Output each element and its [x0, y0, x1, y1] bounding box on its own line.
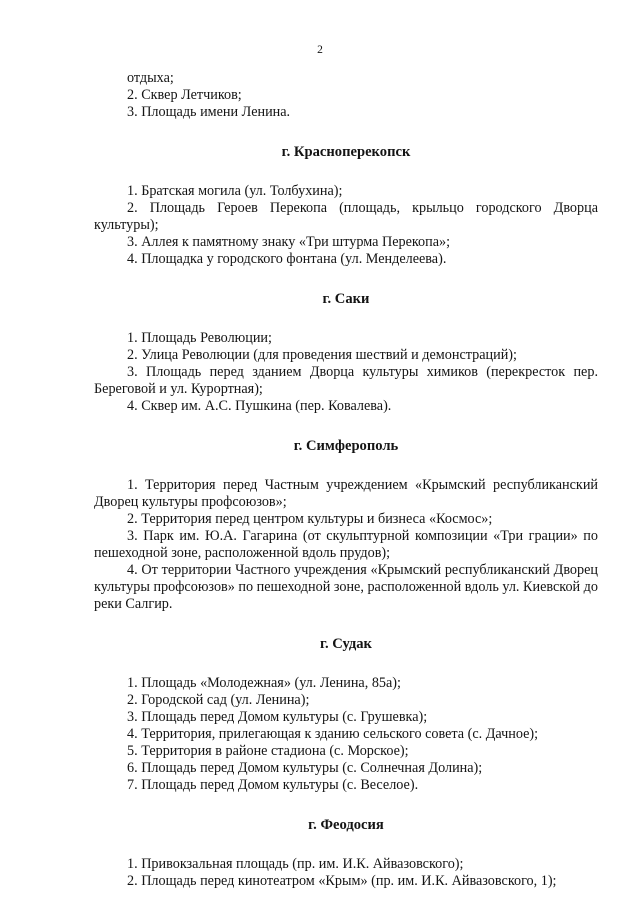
list-item: 2. Улица Революции (для проведения шествий и демонстраций); [127, 347, 517, 363]
section-heading: г. Судак [320, 636, 372, 652]
list-item: 5. Территория в районе стадиона (с. Морское); [127, 743, 409, 759]
page-number: 2 [317, 44, 323, 56]
document-body [94, 70, 598, 890]
list-item: 3. Парк им. Ю.А. Гагарина (от скульптурной композиции «Три грации» по пешеходной зоне, расположенной вдоль прудов); [94, 528, 598, 561]
list-item: 1. Площадь «Молодежная» (ул. Ленина, 85а); [127, 675, 401, 691]
place-list [94, 675, 598, 794]
list-item: 1. Площадь Революции; [127, 330, 272, 346]
list-item: 2. Площадь перед кинотеатром «Крым» (пр. им. И.К. Айвазовского, 1); [127, 873, 557, 889]
section-heading: г. Красноперекопск [281, 144, 411, 160]
section-feodosia [94, 817, 598, 890]
list-item: 4. Территория, прилегающая к зданию сельского совета (с. Дачное); [127, 726, 539, 742]
list-item: 2. Площадь Героев Перекопа (площадь, крыльцо городского Дворца культуры); [94, 200, 598, 233]
place-list [94, 856, 598, 890]
section-heading: г. Симферополь [293, 438, 399, 454]
lead-line: отдыха; [127, 70, 174, 86]
section-krasnoperekopsk [94, 144, 598, 268]
list-item: 6. Площадь перед Домом культуры (с. Солнечная Долина); [127, 760, 483, 776]
list-item: 4. Сквер им. А.С. Пушкина (пер. Ковалева). [127, 398, 392, 414]
lead-list [94, 70, 598, 121]
list-item: 1. Братская могила (ул. Толбухина); [127, 183, 343, 199]
list-item: 7. Площадь перед Домом культуры (с. Веселое). [127, 777, 419, 793]
section-simferopol [94, 438, 598, 613]
list-item: 2. Территория перед центром культуры и бизнеса «Космос»; [127, 511, 493, 527]
section-heading: г. Саки [322, 291, 370, 307]
list-item: 3. Площадь перед зданием Дворца культуры химиков (перекресток пер. Береговой и ул. Курортная); [94, 364, 598, 397]
list-item: 1. Привокзальная площадь (пр. им. И.К. Айвазовского); [127, 856, 464, 872]
place-list [94, 183, 598, 268]
section-saki [94, 291, 598, 415]
list-item: 2. Городской сад (ул. Ленина); [127, 692, 310, 708]
section-heading: г. Феодосия [308, 817, 384, 833]
list-item: 1. Территория перед Частным учреждением «Крымский республиканский Дворец культуры профсоюзов»; [94, 477, 598, 510]
list-item: 3. Аллея к памятному знаку «Три штурма Перекопа»; [127, 234, 451, 250]
section-sudak [94, 636, 598, 794]
lead-line: 3. Площадь имени Ленина. [127, 104, 291, 120]
list-item: 3. Площадь перед Домом культуры (с. Грушевка); [127, 709, 428, 725]
list-item: 4. От территории Частного учреждения «Крымский республиканский Дворец культуры профсоюзов» по пешеходной зоне, расположенной вдоль ул. Киевской до реки Салгир. [94, 562, 598, 612]
lead-line: 2. Сквер Летчиков; [127, 87, 242, 103]
list-item: 4. Площадка у городского фонтана (ул. Менделеева). [127, 251, 447, 267]
place-list [94, 330, 598, 415]
place-list [94, 477, 598, 613]
